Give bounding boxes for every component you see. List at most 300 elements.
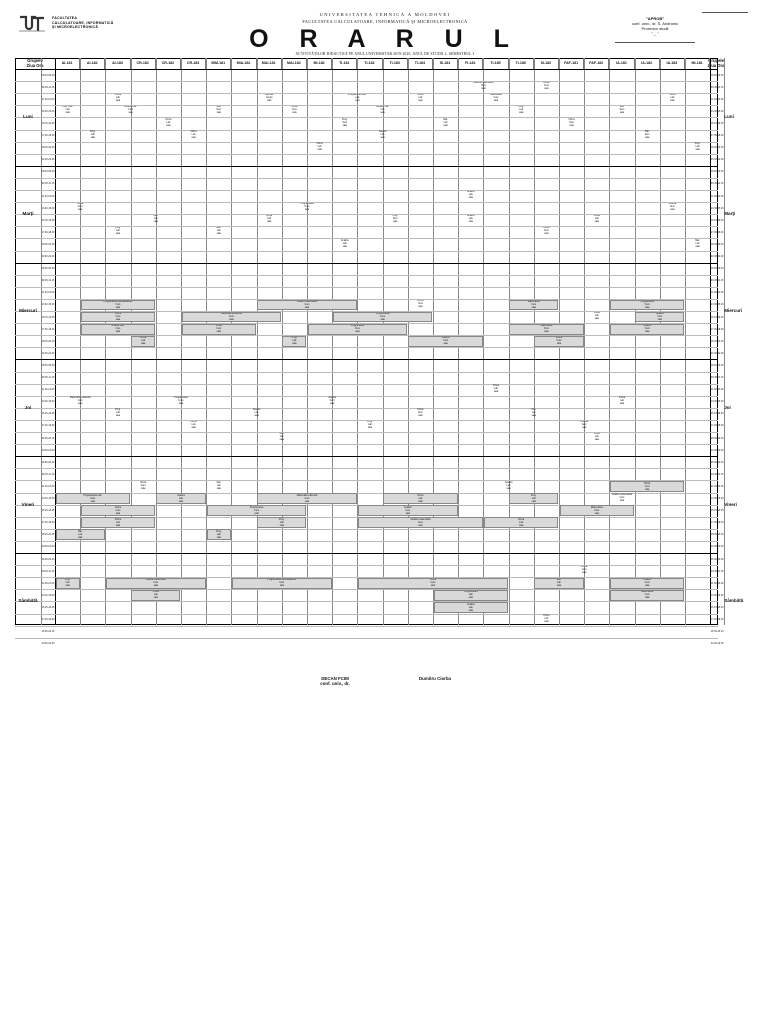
class-entry-line: Fizica xyxy=(581,566,588,569)
class-entry-line: Analiza xyxy=(504,481,513,484)
class-entry-line: sala xyxy=(468,197,473,200)
class-entry-line: Lab xyxy=(90,133,95,136)
time-slot: 15.15-16.45 xyxy=(710,218,724,222)
time-slot: 13.30-15.00 xyxy=(710,400,724,404)
class-entry-line: Programarea xyxy=(350,325,365,328)
class-entry xyxy=(358,106,407,117)
class-entry-line: sala xyxy=(229,319,234,322)
class-entry-line: Sem xyxy=(418,411,423,414)
class-entry-line: Fizica xyxy=(644,482,651,485)
class-entry-line: Prog. xyxy=(694,142,701,145)
class-entry-line: Curs xyxy=(543,85,549,88)
class-entry-line: Lab xyxy=(468,594,473,597)
class-entry-line: Prog. calc. xyxy=(62,106,74,109)
group-column-header: MIA-182 xyxy=(231,58,256,69)
time-slot: 18.45-20.15 xyxy=(710,436,724,440)
day-label: Sâmbătă xyxy=(724,598,744,604)
divider xyxy=(15,154,718,155)
class-entry-line: Lab xyxy=(216,230,221,233)
class-entry-line: Curs xyxy=(304,304,310,307)
page-subtitle: ACTIVITĂȚILOR DIDACTICE PE ANUL UNIVERSITAR 2019-2020, ANUL DE STUDII 2, SEMESTRUL 3 xyxy=(295,52,475,56)
class-entry-line: Fizica xyxy=(417,300,424,303)
class-entry xyxy=(56,578,80,589)
time-slot: 18.45-20.15 xyxy=(41,242,55,246)
class-entry-line: Fizica xyxy=(593,215,600,218)
group-column-header: IA-182 xyxy=(635,58,660,69)
class-entry-line: Lab xyxy=(418,97,423,100)
class-entry xyxy=(660,94,684,105)
class-entry-line: sala xyxy=(216,536,221,539)
day-label: Miercuri xyxy=(724,308,743,313)
time-slot: 18.45-20.15 xyxy=(41,436,55,440)
day-label: Luni xyxy=(23,114,33,120)
time-slot: 09.45-11.15 xyxy=(710,569,724,573)
class-entry-line: Prog. xyxy=(518,106,524,109)
class-entry-line: Lab xyxy=(418,497,423,500)
time-slot: 17.00-18.30 xyxy=(41,230,55,234)
class-entry xyxy=(81,300,155,311)
class-entry-line: sala xyxy=(418,306,423,309)
group-column-header: MI-182 xyxy=(307,58,332,69)
class-entry-line: sala xyxy=(304,209,310,212)
group-column-header: IA-181 xyxy=(609,58,634,69)
class-entry xyxy=(610,590,684,601)
time-slot: 13.30-15.00 xyxy=(41,109,55,113)
class-entry xyxy=(333,312,433,323)
class-entry-line: Prog. xyxy=(115,227,121,230)
time-slot: 15.15-16.45 xyxy=(710,605,724,609)
class-entry-line: Lab xyxy=(116,411,120,414)
divider xyxy=(15,359,718,360)
class-entry xyxy=(434,602,508,613)
class-entry-line: Lab xyxy=(557,582,561,585)
class-entry-line: Programarea calculatoarelor xyxy=(103,301,133,304)
class-entry-line: sala xyxy=(493,100,499,103)
class-entry-line: Fizica xyxy=(266,215,273,218)
class-entry-line: sala xyxy=(342,245,347,248)
class-entry-line: Programarea xyxy=(300,203,314,206)
class-entry xyxy=(156,396,205,407)
class-entry-line: Lab xyxy=(594,218,599,221)
time-slot: 18.45-20.15 xyxy=(41,146,55,150)
class-entry xyxy=(282,336,306,347)
class-entry-line: Lab xyxy=(380,109,385,112)
time-slot: 17.00-18.30 xyxy=(710,230,724,234)
class-entry-line: sala xyxy=(153,585,158,588)
class-entry-line: sala xyxy=(115,331,121,334)
class-entry-line: sala xyxy=(355,100,360,103)
faculty-line: CALCULATOARE, INFORMATICĂ xyxy=(52,20,114,25)
class-entry-line: Lab xyxy=(216,533,221,536)
class-entry xyxy=(585,312,609,323)
class-entry-line: sala xyxy=(531,414,536,417)
class-entry xyxy=(81,130,105,141)
class-entry-line: Programarea xyxy=(174,396,188,399)
class-entry xyxy=(131,481,155,492)
class-entry xyxy=(106,94,130,105)
class-entry-line: Fizica xyxy=(669,94,676,97)
dean-name: conf. univ., dr. xyxy=(320,681,350,686)
time-slot: 13.30-15.00 xyxy=(710,593,724,597)
class-entry-line: sala xyxy=(418,500,423,503)
class-entry xyxy=(182,324,256,335)
class-entry xyxy=(509,300,558,311)
class-entry-line: Analiza xyxy=(252,408,261,411)
class-entry-line: Fizica xyxy=(165,118,172,121)
divider xyxy=(15,190,718,191)
timetable-grid xyxy=(15,58,744,646)
class-entry-line: Lab xyxy=(216,484,221,487)
divider xyxy=(15,626,718,627)
class-entry xyxy=(358,421,382,432)
class-entry-line: sala xyxy=(267,100,272,103)
class-entry-line: Lab xyxy=(153,218,158,221)
group-column-header: CR-183 xyxy=(181,58,206,69)
class-entry-line: Curs xyxy=(619,496,625,499)
class-entry-line: Curs xyxy=(430,582,436,585)
time-slot: 09.45-11.15 xyxy=(41,472,55,476)
class-entry-line: sala xyxy=(544,233,549,236)
class-entry xyxy=(308,142,332,153)
corner-sub: Ziua Ora xyxy=(707,63,725,68)
class-entry-line: Prog. xyxy=(115,408,121,411)
class-entry-line: Prog. xyxy=(531,494,537,497)
class-entry-line: Prog. xyxy=(392,215,398,218)
class-entry-line: Mat. xyxy=(443,118,448,121)
time-slot: 08.00-09.30 xyxy=(710,363,724,367)
class-entry xyxy=(585,493,659,504)
time-slot: 11.30-13.00 xyxy=(41,194,55,198)
class-entry xyxy=(131,215,180,226)
class-entry-line: Curs xyxy=(417,303,423,306)
class-entry-line: sala xyxy=(481,88,486,91)
class-entry-line: sala xyxy=(493,390,499,393)
class-entry-line: Analiza mat. xyxy=(111,325,125,328)
time-slot: 11.30-13.00 xyxy=(41,97,55,101)
class-entry-line: sala xyxy=(267,221,272,224)
class-entry xyxy=(282,203,331,214)
day-label: Vineri xyxy=(21,501,35,507)
class-entry xyxy=(408,94,432,105)
divider xyxy=(15,214,718,215)
class-entry xyxy=(560,421,609,432)
class-entry xyxy=(660,203,684,214)
class-entry-line: Matematica xyxy=(641,591,654,594)
class-entry-line: Sem xyxy=(544,230,549,233)
class-entry xyxy=(459,82,508,93)
group-column-header: AI-181 xyxy=(55,58,80,69)
class-entry-line: Lab xyxy=(141,340,146,343)
class-entry-line: Lab xyxy=(506,484,511,487)
divider xyxy=(15,142,718,143)
time-slot: 20.30-22.00 xyxy=(710,351,724,355)
class-entry-line: Fizica xyxy=(291,106,298,109)
class-entry-line: sala xyxy=(380,319,385,322)
class-entry xyxy=(333,118,357,129)
class-entry xyxy=(484,94,508,105)
divider xyxy=(15,275,718,276)
class-entry xyxy=(635,130,659,141)
faculty-logo-block xyxy=(18,14,158,36)
time-slot: 15.15-16.45 xyxy=(710,121,724,125)
class-entry-line: Curs xyxy=(380,316,386,319)
class-entry-line: Lab xyxy=(368,424,372,427)
time-slot: 18.45-20.15 xyxy=(41,533,55,537)
class-entry-line: sala xyxy=(519,524,524,527)
class-entry-line: Lab xyxy=(179,497,183,500)
class-entry-line: Lab xyxy=(670,97,675,100)
divider xyxy=(15,166,718,167)
class-entry-line: Fizica xyxy=(543,614,550,617)
time-slot: 20.30-22.00 xyxy=(41,642,55,646)
class-entry-line: Fizica xyxy=(543,82,550,85)
group-column-header: SI-182 xyxy=(534,58,559,69)
group-column-header: TI-181 xyxy=(332,58,357,69)
time-slot: 13.30-15.00 xyxy=(41,303,55,307)
class-entry-line: Fizica xyxy=(593,312,600,315)
class-entry xyxy=(257,94,281,105)
divider xyxy=(724,58,725,625)
class-entry-line: Analiza mat. xyxy=(376,106,389,109)
class-entry-line: Prog. xyxy=(367,421,373,424)
class-entry-line: sala xyxy=(178,402,184,405)
time-slot: 15.15-16.45 xyxy=(41,315,55,319)
class-entry-line: Curs xyxy=(493,97,499,100)
class-entry-line: Lab xyxy=(468,218,473,221)
class-entry-line: Fizica xyxy=(140,481,147,484)
class-entry-line: Curs xyxy=(443,340,449,343)
time-slot: 09.45-11.15 xyxy=(41,279,55,283)
time-slot: 15.15-16.45 xyxy=(41,509,55,513)
group-column-header: SI-181 xyxy=(433,58,458,69)
class-entry-line: sala xyxy=(115,100,121,103)
class-entry-line: sala xyxy=(115,524,121,527)
class-entry xyxy=(686,142,710,153)
time-slot: 09.45-11.15 xyxy=(710,376,724,379)
class-entry-line: Analiza xyxy=(656,313,664,316)
group-column-header: MAI-181 xyxy=(257,58,282,69)
class-entry-line: Fizica xyxy=(417,94,424,97)
class-entry-line: Analiza xyxy=(467,215,475,218)
class-entry-line: sala xyxy=(153,597,158,600)
class-entry-line: sala xyxy=(65,112,70,115)
class-entry-line: Matematica xyxy=(540,325,553,328)
faculty-name xyxy=(52,16,114,30)
time-slot: 15.15-16.45 xyxy=(710,509,724,513)
class-entry-line: sala xyxy=(468,609,473,612)
class-entry-line: sala xyxy=(393,221,398,224)
class-entry-line: sala xyxy=(645,585,650,588)
class-entry xyxy=(408,408,432,419)
divider xyxy=(15,565,718,566)
divider xyxy=(15,263,718,264)
time-slot: 08.00-09.30 xyxy=(41,267,55,271)
class-entry-line: Lab xyxy=(191,424,196,427)
class-entry-line: Fizica xyxy=(417,408,424,411)
class-entry-line: sala xyxy=(619,112,625,115)
time-slot: 17.00-18.30 xyxy=(41,134,55,137)
class-entry-line: Matematica discretă xyxy=(296,494,318,497)
class-entry-line: sala xyxy=(556,343,562,346)
class-entry-line: Mat. xyxy=(695,239,700,242)
class-entry-line: Curs xyxy=(480,85,486,88)
time-slot: 08.00-09.30 xyxy=(710,267,724,271)
class-entry-line: Fizica xyxy=(568,118,575,121)
time-slot: 08.00-09.30 xyxy=(41,557,55,561)
time-slot: 18.45-20.15 xyxy=(710,630,724,634)
class-entry xyxy=(56,106,80,117)
class-entry-line: Analiza mat. xyxy=(124,106,137,109)
time-slot: 20.30-22.00 xyxy=(41,448,55,452)
class-entry-line: Curs xyxy=(115,304,121,307)
divider xyxy=(702,12,748,13)
class-entry xyxy=(81,505,155,516)
class-entry-line: Programarea calculatoarelor xyxy=(267,579,297,582)
class-entry-line: sala xyxy=(645,331,650,334)
class-entry-line: sala xyxy=(279,585,284,588)
class-entry-line: Curs xyxy=(644,304,650,307)
class-entry-line: Lab xyxy=(65,109,70,112)
divider xyxy=(15,202,718,203)
class-entry-line: Lab xyxy=(116,230,120,233)
divider xyxy=(15,601,718,602)
group-column-header: TI-182 xyxy=(357,58,382,69)
class-entry-line: Mat. xyxy=(619,106,625,109)
time-slot: 13.30-15.00 xyxy=(41,593,55,597)
class-entry-line: sala xyxy=(582,427,587,430)
time-slot: 17.00-18.30 xyxy=(710,327,724,331)
class-entry-line: Fizica xyxy=(77,203,84,206)
class-entry-line: Lab xyxy=(519,521,524,524)
class-entry-line: Lab xyxy=(594,436,599,439)
class-entry xyxy=(560,505,634,516)
class-entry-line: Analiza xyxy=(668,203,677,206)
time-slot: 15.15-16.45 xyxy=(710,315,724,319)
corner-label: Grupele xyxy=(708,58,724,63)
class-entry-line: Curs xyxy=(354,328,360,331)
class-entry-line: sala xyxy=(330,402,335,405)
time-slot: 11.30-13.00 xyxy=(41,291,55,295)
approve-sub: Prorector studii xyxy=(641,26,669,31)
corner-sub: Ziua Ora xyxy=(26,63,44,68)
class-entry-line: sala xyxy=(216,233,221,236)
class-entry xyxy=(585,433,609,444)
divider xyxy=(15,178,718,179)
class-entry xyxy=(207,227,231,238)
time-slot: 08.00-09.30 xyxy=(710,73,724,77)
time-slot: 13.30-15.00 xyxy=(710,206,724,210)
class-entry-line: Fizica xyxy=(190,421,197,424)
class-entry-line: Fizica xyxy=(114,518,121,521)
class-entry-line: Lab xyxy=(116,521,120,524)
class-entry-line: sala xyxy=(405,512,410,515)
class-entry-line: sala xyxy=(380,136,385,139)
time-slot: 20.30-22.00 xyxy=(710,158,724,162)
group-column-header: FAF-182 xyxy=(584,58,609,69)
class-entry-line: Curs xyxy=(291,109,297,112)
group-column-header: MAI-182 xyxy=(282,58,307,69)
class-entry xyxy=(156,493,205,504)
class-entry xyxy=(534,578,583,589)
class-entry xyxy=(383,300,457,311)
class-entry xyxy=(534,614,558,625)
class-entry-line: sala xyxy=(115,319,121,322)
class-entry-line: Curs xyxy=(115,328,121,331)
class-entry-line: Prog. xyxy=(342,118,348,121)
class-entry-line: Fizica xyxy=(152,591,159,594)
time-slot: 20.30-22.00 xyxy=(710,255,724,258)
divider xyxy=(15,117,718,118)
class-entry xyxy=(635,312,684,323)
class-entry-line: Fizica xyxy=(190,130,197,133)
class-entry-line: sala xyxy=(141,487,146,490)
time-slot: 11.30-13.00 xyxy=(41,388,55,392)
class-entry-line: Sem xyxy=(619,109,625,112)
divider xyxy=(15,468,718,469)
class-entry-line: Mat. xyxy=(644,130,650,133)
day-label: Vineri xyxy=(724,501,737,507)
time-slot: 11.30-13.00 xyxy=(710,194,724,198)
group-column-header: CR-182 xyxy=(156,58,181,69)
class-entry-line: Curs xyxy=(77,399,83,402)
time-slot: 09.45-11.15 xyxy=(710,85,724,89)
class-entry xyxy=(358,578,508,589)
class-entry-line: Curs xyxy=(90,497,96,500)
time-slot: 08.00-09.30 xyxy=(41,73,55,77)
time-slot: 18.45-20.15 xyxy=(41,339,55,343)
approval-block xyxy=(592,16,718,43)
time-slot: 11.30-13.00 xyxy=(710,388,724,392)
time-slot: 15.15-16.45 xyxy=(710,412,724,416)
class-entry-line: sala xyxy=(115,233,121,236)
utm-logo xyxy=(18,14,46,34)
class-entry-line: sala xyxy=(544,620,549,623)
day-label: Joi xyxy=(724,404,731,410)
class-entry-line: Prog. xyxy=(279,518,285,521)
time-slot: 13.30-15.00 xyxy=(41,497,55,500)
class-entry-line: sala xyxy=(78,536,83,539)
time-slot: 13.30-15.00 xyxy=(710,303,724,307)
class-entry-line: sala xyxy=(115,307,121,310)
divider xyxy=(15,81,718,82)
class-entry-line: sala xyxy=(254,414,259,417)
class-entry-line: Lab xyxy=(317,145,322,148)
class-entry-line: Curs xyxy=(644,582,650,585)
time-slot: 11.30-13.00 xyxy=(41,581,55,585)
class-entry-line: Matematica xyxy=(590,506,603,509)
class-entry-line: Fizica xyxy=(619,396,625,399)
class-entry-line: Analiza xyxy=(341,239,349,242)
class-entry-line: Analiza matematică xyxy=(296,301,317,304)
class-entry-line: Curs xyxy=(531,304,537,307)
class-entry xyxy=(56,396,105,407)
class-entry xyxy=(282,106,306,117)
class-entry-line: sala xyxy=(279,439,284,442)
class-entry-line: Fizica xyxy=(493,384,499,387)
class-entry-line: Fizica xyxy=(114,506,121,509)
class-entry-line: sala xyxy=(594,221,599,224)
class-entry xyxy=(333,239,357,250)
class-entry-line: Curs xyxy=(329,399,335,402)
class-entry-line: sala xyxy=(418,100,423,103)
time-slot: 13.30-15.00 xyxy=(710,109,724,113)
time-slot: 09.45-11.15 xyxy=(41,85,55,89)
class-entry-line: Fizica xyxy=(518,518,525,521)
secretary-signature xyxy=(400,676,470,681)
class-entry-line: Analiza xyxy=(378,130,387,133)
class-entry-line: sala xyxy=(191,427,196,430)
class-entry xyxy=(383,493,457,504)
